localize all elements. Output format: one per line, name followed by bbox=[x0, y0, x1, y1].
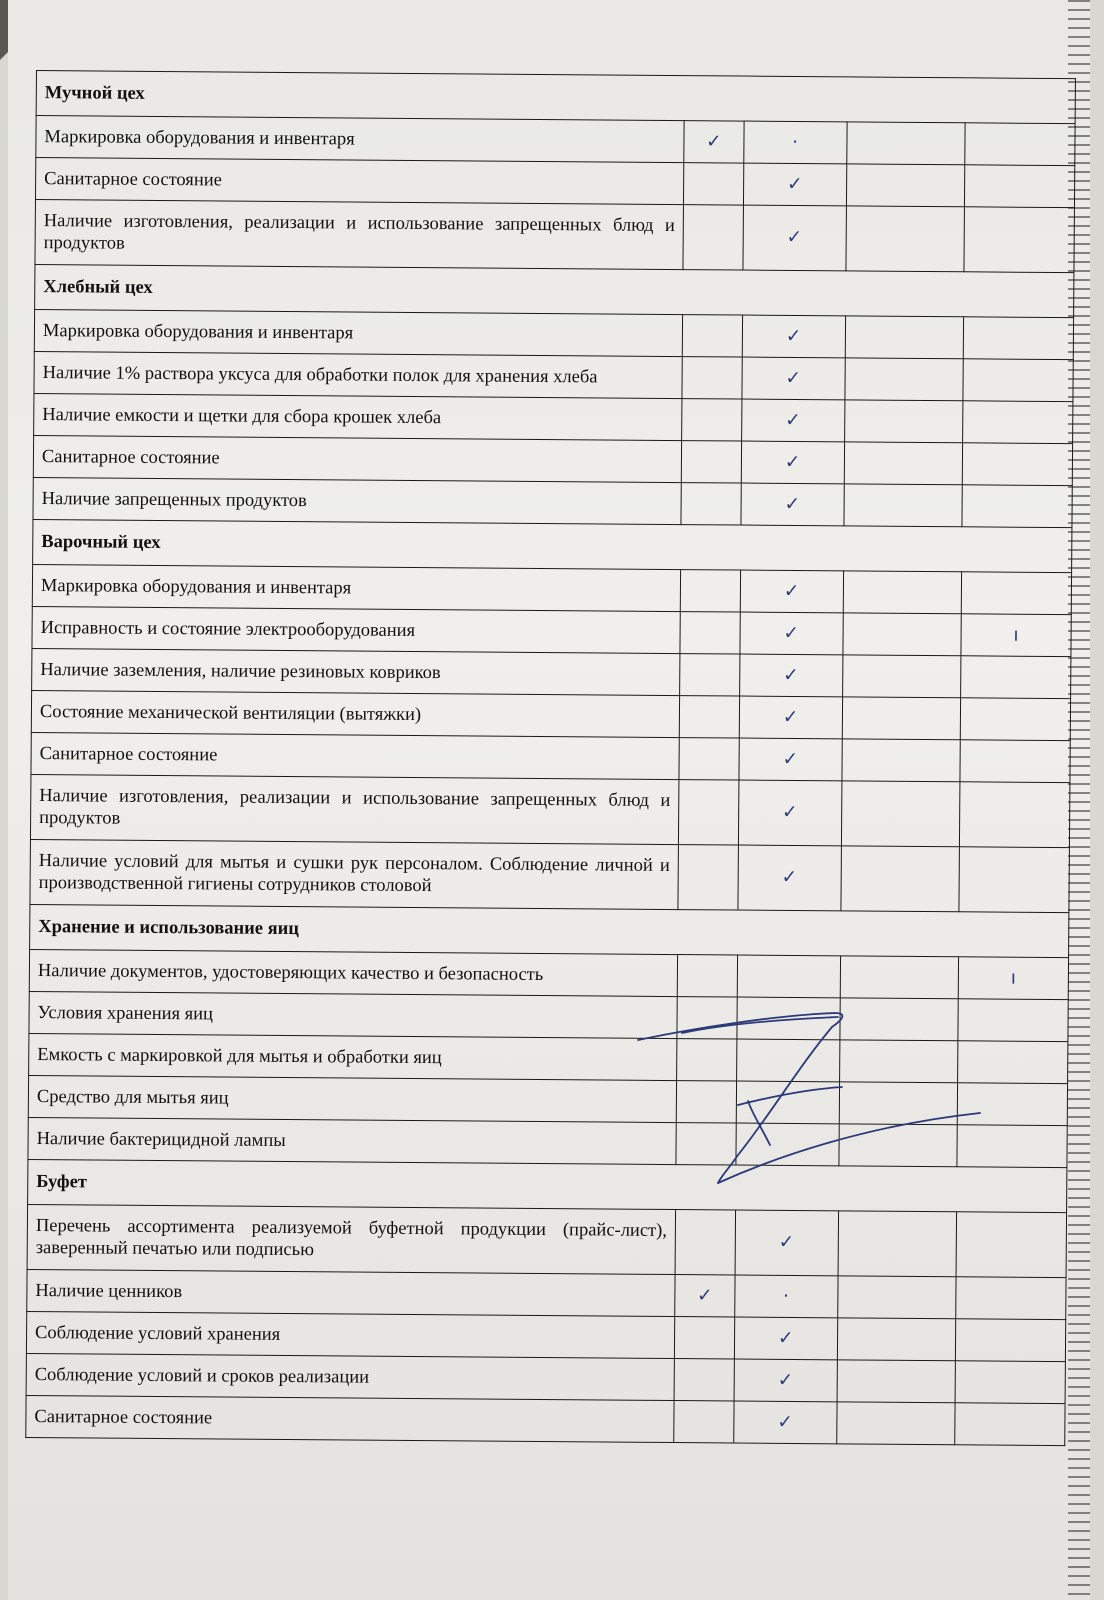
assessment-cell-3 bbox=[844, 442, 963, 485]
assessment-cell-3 bbox=[844, 484, 963, 527]
assessment-cell-1 bbox=[674, 1359, 734, 1401]
assessment-cell-3 bbox=[846, 122, 965, 165]
criterion-label: Наличие ценников bbox=[27, 1269, 675, 1316]
assessment-cell-3 bbox=[844, 358, 963, 401]
table-row bbox=[30, 774, 1069, 847]
criterion-label: Маркировка оборудования и инвентаря bbox=[36, 116, 684, 163]
assessment-cell-2: · bbox=[734, 1275, 837, 1318]
assessment-cell-4: ı bbox=[958, 957, 1068, 1000]
criterion-label: Емкость с маркировкой для мытья и обработки яиц bbox=[29, 1033, 677, 1080]
assessment-cell-1 bbox=[678, 845, 738, 910]
assessment-cell-4 bbox=[961, 572, 1071, 615]
assessment-cell-4 bbox=[962, 401, 1072, 444]
assessment-cell-3 bbox=[838, 1211, 957, 1277]
criterion-label: Наличие документов, удостоверяющих качество и безопасность bbox=[29, 949, 677, 996]
assessment-cell-1 bbox=[677, 955, 737, 997]
assessment-cell-4 bbox=[960, 740, 1070, 783]
assessment-cell-1 bbox=[682, 315, 742, 357]
assessment-cell-2: ✓ bbox=[743, 163, 846, 206]
assessment-cell-2: ✓ bbox=[742, 315, 845, 358]
table-row bbox=[27, 1204, 1066, 1277]
assessment-cell-4 bbox=[956, 1212, 1067, 1278]
assessment-cell-1 bbox=[679, 696, 739, 738]
inspection-checklist-table bbox=[25, 70, 1076, 1446]
section-header-row bbox=[30, 904, 1069, 957]
assessment-cell-3 bbox=[837, 1276, 956, 1319]
assessment-cell-3 bbox=[842, 697, 961, 740]
criterion-label: Наличие изготовления, реализации и использование запрещенных блюд и продуктов bbox=[35, 199, 684, 269]
criterion-label: Маркировка оборудования и инвентаря bbox=[32, 564, 680, 611]
assessment-cell-4 bbox=[965, 123, 1075, 166]
section-title: Хранение и использование яиц bbox=[30, 904, 1069, 957]
table-row bbox=[35, 199, 1074, 272]
assessment-cell-2: ✓ bbox=[740, 570, 843, 613]
criterion-label: Наличие 1% раствора уксуса для обработки полок для хранения хлеба bbox=[34, 351, 682, 398]
assessment-cell-1 bbox=[681, 441, 741, 483]
assessment-cell-4 bbox=[964, 165, 1074, 208]
assessment-cell-4 bbox=[962, 443, 1072, 486]
criterion-label: Наличие емкости и щетки для сбора крошек хлеба bbox=[34, 393, 682, 440]
assessment-cell-3 bbox=[846, 164, 965, 207]
assessment-cell-1: ✓ bbox=[675, 1275, 735, 1317]
assessment-cell-4 bbox=[963, 317, 1073, 360]
assessment-cell-4 bbox=[959, 847, 1070, 913]
assessment-cell-4 bbox=[962, 485, 1072, 528]
criterion-label: Соблюдение условий хранения bbox=[26, 1311, 674, 1358]
assessment-cell-2: ✓ bbox=[738, 845, 841, 911]
assessment-cell-3 bbox=[837, 1318, 956, 1361]
assessment-cell-4 bbox=[959, 782, 1070, 848]
assessment-cell-2: ✓ bbox=[739, 696, 842, 739]
assessment-cell-1 bbox=[674, 1401, 734, 1443]
assessment-cell-2: ✓ bbox=[740, 612, 843, 655]
criterion-label: Санитарное состояние bbox=[26, 1395, 674, 1442]
assessment-cell-2: ✓ bbox=[738, 780, 841, 846]
assessment-cell-3 bbox=[843, 571, 962, 614]
criterion-label: Наличие бактерицидной лампы bbox=[28, 1117, 676, 1164]
assessment-cell-1 bbox=[680, 570, 740, 612]
handwritten-signature bbox=[620, 1005, 1000, 1190]
assessment-cell-3 bbox=[842, 655, 961, 698]
table-row bbox=[30, 839, 1069, 912]
section-title: Буфет bbox=[28, 1159, 1067, 1212]
assessment-cell-1 bbox=[680, 612, 740, 654]
assessment-cell-2 bbox=[737, 955, 840, 998]
assessment-cell-2: ✓ bbox=[739, 654, 842, 697]
assessment-cell-3 bbox=[844, 400, 963, 443]
assessment-cell-1 bbox=[683, 205, 743, 270]
criterion-label: Наличие изготовления, реализации и использование запрещенных блюд и продуктов bbox=[30, 774, 679, 844]
criterion-label: Санитарное состояние bbox=[35, 158, 683, 205]
assessment-cell-1 bbox=[684, 163, 744, 205]
assessment-cell-4: ı bbox=[961, 614, 1071, 657]
criterion-label: Средство для мытья яиц bbox=[28, 1075, 676, 1122]
assessment-cell-2: ✓ bbox=[739, 738, 842, 781]
assessment-cell-2: · bbox=[743, 121, 846, 164]
assessment-cell-4 bbox=[960, 698, 1070, 741]
assessment-cell-1 bbox=[679, 738, 739, 780]
criterion-label: Перечень ассортимента реализуемой буфетной продукции (прайс-лист), заверенный печатью или подписью bbox=[27, 1204, 676, 1274]
criterion-label: Наличие условий для мытья и сушки рук персоналом. Соблюдение личной и производственной гигиены сотрудников столовой bbox=[30, 839, 679, 909]
section-header-row bbox=[36, 71, 1075, 124]
assessment-cell-1 bbox=[678, 780, 738, 845]
assessment-cell-4 bbox=[963, 359, 1073, 402]
section-title: Мучной цех bbox=[36, 71, 1075, 124]
criterion-label: Соблюдение условий и сроков реализации bbox=[26, 1353, 674, 1400]
assessment-cell-4 bbox=[955, 1403, 1065, 1446]
assessment-cell-3 bbox=[837, 1360, 956, 1403]
assessment-cell-3 bbox=[836, 1402, 955, 1445]
criterion-label: Условия хранения яиц bbox=[29, 991, 677, 1038]
assessment-cell-2: ✓ bbox=[743, 205, 846, 271]
assessment-cell-2: ✓ bbox=[734, 1317, 837, 1360]
criterion-label: Санитарное состояние bbox=[31, 732, 679, 779]
assessment-cell-1 bbox=[681, 483, 741, 525]
assessment-cell-1 bbox=[674, 1317, 734, 1359]
assessment-cell-2: ✓ bbox=[741, 441, 844, 484]
assessment-cell-2: ✓ bbox=[734, 1359, 837, 1402]
assessment-cell-2: ✓ bbox=[741, 399, 844, 442]
assessment-cell-3 bbox=[840, 846, 959, 912]
assessment-cell-3 bbox=[842, 739, 961, 782]
assessment-cell-3 bbox=[845, 316, 964, 359]
assessment-cell-1 bbox=[682, 399, 742, 441]
assessment-cell-3 bbox=[842, 613, 961, 656]
assessment-cell-4 bbox=[955, 1319, 1065, 1362]
criterion-label: Исправность и состояние электрооборудования bbox=[32, 606, 680, 653]
assessment-cell-2: ✓ bbox=[733, 1401, 836, 1444]
assessment-cell-1 bbox=[675, 1210, 735, 1275]
section-title: Варочный цех bbox=[33, 519, 1072, 572]
criterion-label: Наличие запрещенных продуктов bbox=[33, 477, 681, 524]
criterion-label: Маркировка оборудования и инвентаря bbox=[34, 309, 682, 356]
assessment-cell-2: ✓ bbox=[735, 1210, 838, 1276]
criterion-label: Санитарное состояние bbox=[33, 435, 681, 482]
assessment-cell-1: ✓ bbox=[684, 121, 744, 163]
assessment-cell-3 bbox=[846, 206, 965, 272]
assessment-cell-4 bbox=[955, 1361, 1065, 1404]
assessment-cell-4 bbox=[964, 207, 1075, 273]
section-header-row bbox=[35, 264, 1074, 317]
section-header-row bbox=[33, 519, 1072, 572]
table-row bbox=[26, 1395, 1065, 1445]
criterion-label: Наличие заземления, наличие резиновых ковриков bbox=[32, 648, 680, 695]
assessment-cell-4 bbox=[956, 1277, 1066, 1320]
assessment-cell-3 bbox=[840, 956, 959, 999]
assessment-cell-3 bbox=[841, 781, 960, 847]
assessment-cell-1 bbox=[680, 654, 740, 696]
criterion-label: Состояние механической вентиляции (вытяжки) bbox=[31, 690, 679, 737]
section-title: Хлебный цех bbox=[35, 264, 1074, 317]
assessment-cell-2: ✓ bbox=[741, 483, 844, 526]
assessment-cell-4 bbox=[960, 656, 1070, 699]
assessment-cell-2: ✓ bbox=[742, 357, 845, 400]
assessment-cell-1 bbox=[682, 357, 742, 399]
